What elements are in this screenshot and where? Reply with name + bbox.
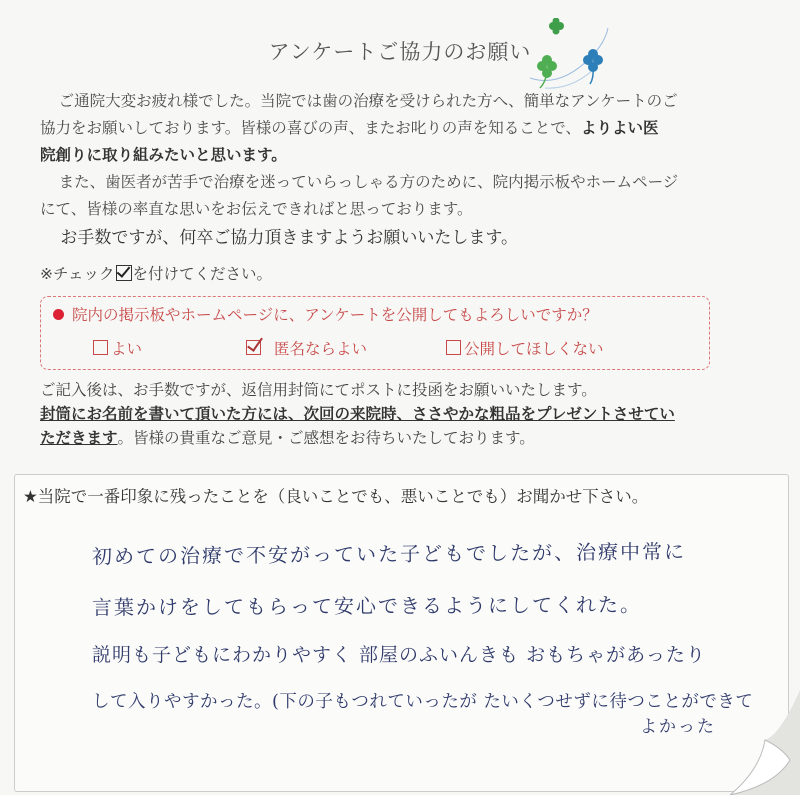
handwritten-line: 言葉かけをしてもらって安心できるようにしてくれた。 [91, 592, 643, 620]
consent-question [53, 303, 598, 325]
return-instructions [40, 378, 760, 450]
check-instruction-after: を付けてください。 [132, 265, 273, 283]
checkbox-icon[interactable] [93, 340, 108, 355]
check-instruction-before: ※チェック [40, 265, 115, 283]
gift-line: 封筒にお名前を書いて頂いた方には、次回の来院時、ささやかな粗品をプレゼントさせてい [40, 405, 675, 423]
intro-line-part: 協力をお願いしております。皆様の喜びの声、またお叱りの声を知ることで、 [40, 119, 581, 137]
handwritten-line: 初めての治療で不安がっていた子どもでしたが、治療中常に [91, 539, 687, 569]
check-instruction [40, 262, 272, 284]
page-curl-icon [720, 690, 800, 795]
handwritten-line: よかった [640, 717, 716, 737]
publish-consent-box [40, 296, 710, 370]
consent-option-no[interactable] [446, 337, 604, 359]
gift-line-end: ただきます [40, 429, 118, 447]
checkbox-icon[interactable] [446, 340, 461, 355]
consent-option-anonymous[interactable] [246, 337, 367, 359]
feedback-panel [14, 474, 789, 792]
handwritten-line: して入りやすかった。(下の子もつれていったが たいくつせずに待つことができて [92, 692, 754, 712]
option-label: 公開してほしくない [464, 340, 604, 358]
return-line [40, 426, 760, 450]
handwritten-line: 説明も子どもにわかりやすく 部屋のふいんきも おもちゃがあったり [92, 644, 706, 666]
page-title: アンケートご協力のお願い [268, 40, 532, 64]
return-line-part: 。皆様の貴重なご意見・ご感想をお待ちいたしております。 [117, 429, 535, 447]
option-label: よい [111, 340, 143, 358]
intro-line: にて、皆様の率直な思いをお伝えできればと思っております。 [40, 200, 473, 218]
feedback-heading: ★当院で一番印象に残ったことを（良いことでも、悪いことでも）お聞かせ下さい。 [23, 487, 649, 506]
checkbox-icon [116, 265, 132, 281]
option-label: 匿名ならよい [274, 340, 368, 358]
bullet-dot-icon [53, 309, 64, 320]
return-line: ご記入後は、お手数ですが、返信用封筒にてポストに投函をお願いいたします。 [40, 381, 597, 399]
intro-line-part-emphasis: よりよい医 [580, 119, 659, 137]
checkbox-checked-icon[interactable] [246, 340, 261, 355]
intro-text [40, 88, 760, 252]
clover-icon [520, 18, 620, 98]
consent-question-text: 院内の掲示板やホームページに、アンケートを公開してもよろしいですか？ [72, 306, 598, 324]
intro-line: また、歯医者が苦手で治療を迷っていらっしゃる方のために、院内掲示板やホームページ [58, 173, 679, 191]
request-line: お手数ですが、何卒ご協力頂きますようお願いいたします。 [60, 228, 519, 248]
consent-option-yes[interactable] [93, 337, 142, 359]
intro-line: ご通院大変お疲れ様でした。当院では歯の治療を受けられた方へ、簡単なアンケートのご [58, 92, 678, 110]
intro-line: 院創りに取り組みたいと思います。 [40, 146, 287, 164]
intro-line [40, 115, 760, 142]
